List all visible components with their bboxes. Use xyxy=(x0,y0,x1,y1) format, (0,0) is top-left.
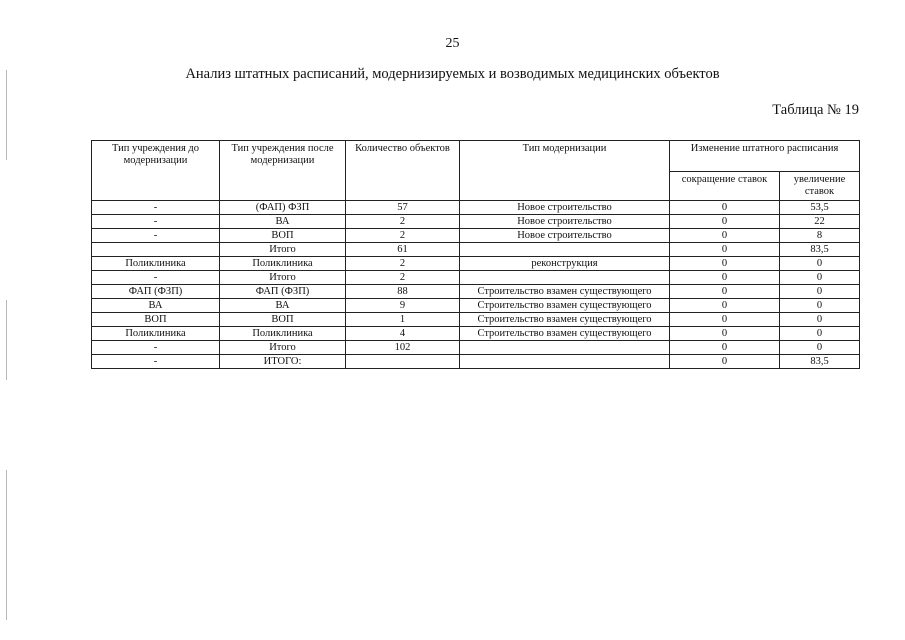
scan-edge-mark xyxy=(6,300,7,380)
cell-reduction: 0 xyxy=(670,341,780,355)
cell-modernization-type: Строительство взамен существующего xyxy=(460,285,670,299)
table-body xyxy=(92,201,860,369)
table-row xyxy=(92,285,860,299)
header-reduction: сокращение ставок xyxy=(670,172,780,201)
table-header-row xyxy=(92,141,860,172)
header-staff-change: Изменение штатного расписания xyxy=(670,141,860,172)
cell-modernization-type: Новое строительство xyxy=(460,201,670,215)
cell-count: 61 xyxy=(346,243,460,257)
cell-count: 4 xyxy=(346,327,460,341)
cell-type-before: - xyxy=(92,215,220,229)
cell-type-after: Итого xyxy=(220,271,346,285)
cell-modernization-type: Новое строительство xyxy=(460,215,670,229)
header-increase: увеличение ставок xyxy=(780,172,860,201)
cell-reduction: 0 xyxy=(670,229,780,243)
scan-edge-mark xyxy=(6,470,7,620)
table-row xyxy=(92,313,860,327)
cell-type-after: ИТОГО: xyxy=(220,355,346,369)
cell-type-after: Поликлиника xyxy=(220,327,346,341)
table-row xyxy=(92,229,860,243)
cell-type-before xyxy=(92,243,220,257)
cell-type-before: - xyxy=(92,201,220,215)
cell-modernization-type: Строительство взамен существующего xyxy=(460,327,670,341)
cell-increase: 0 xyxy=(780,313,860,327)
cell-modernization-type: Строительство взамен существующего xyxy=(460,313,670,327)
header-modernization-type: Тип модернизации xyxy=(460,141,670,201)
cell-type-after: Итого xyxy=(220,341,346,355)
cell-modernization-type xyxy=(460,355,670,369)
cell-increase: 83,5 xyxy=(780,355,860,369)
cell-type-after: Поликлиника xyxy=(220,257,346,271)
cell-type-before: - xyxy=(92,341,220,355)
cell-type-before: - xyxy=(92,271,220,285)
cell-count: 2 xyxy=(346,215,460,229)
cell-modernization-type xyxy=(460,243,670,257)
scan-edge-mark xyxy=(6,70,7,160)
cell-reduction: 0 xyxy=(670,257,780,271)
table-row xyxy=(92,215,860,229)
cell-count: 57 xyxy=(346,201,460,215)
cell-reduction: 0 xyxy=(670,215,780,229)
cell-increase: 22 xyxy=(780,215,860,229)
cell-reduction: 0 xyxy=(670,327,780,341)
cell-type-before: Поликлиника xyxy=(92,257,220,271)
table-row xyxy=(92,271,860,285)
table-row xyxy=(92,341,860,355)
cell-reduction: 0 xyxy=(670,201,780,215)
cell-count: 2 xyxy=(346,229,460,243)
cell-reduction: 0 xyxy=(670,355,780,369)
cell-count: 2 xyxy=(346,257,460,271)
cell-increase: 0 xyxy=(780,299,860,313)
cell-count: 102 xyxy=(346,341,460,355)
table-row xyxy=(92,299,860,313)
cell-type-before: - xyxy=(92,229,220,243)
document-title: Анализ штатных расписаний, модернизируемых и возводимых медицинских объектов xyxy=(185,66,720,82)
cell-type-after: Итого xyxy=(220,243,346,257)
table-label: Таблица № 19 xyxy=(772,102,859,118)
header-count: Количество объектов xyxy=(346,141,460,201)
cell-type-before: ФАП (ФЗП) xyxy=(92,285,220,299)
header-type-after: Тип учреждения после модернизации xyxy=(220,141,346,201)
cell-increase: 0 xyxy=(780,257,860,271)
cell-count xyxy=(346,355,460,369)
cell-type-before: ВОП xyxy=(92,313,220,327)
cell-increase: 0 xyxy=(780,271,860,285)
cell-type-after: (ФАП) ФЗП xyxy=(220,201,346,215)
header-type-before: Тип учреждения до модернизации xyxy=(92,141,220,201)
cell-modernization-type: Новое строительство xyxy=(460,229,670,243)
cell-type-after: ФАП (ФЗП) xyxy=(220,285,346,299)
staffing-table xyxy=(91,140,860,369)
cell-modernization-type xyxy=(460,271,670,285)
cell-increase: 8 xyxy=(780,229,860,243)
cell-modernization-type: реконструкция xyxy=(460,257,670,271)
table-row xyxy=(92,243,860,257)
cell-reduction: 0 xyxy=(670,243,780,257)
cell-count: 9 xyxy=(346,299,460,313)
cell-increase: 0 xyxy=(780,285,860,299)
table-row xyxy=(92,257,860,271)
cell-type-after: ВОП xyxy=(220,313,346,327)
cell-modernization-type xyxy=(460,341,670,355)
cell-reduction: 0 xyxy=(670,285,780,299)
cell-type-before: ВА xyxy=(92,299,220,313)
table-row xyxy=(92,201,860,215)
cell-type-before: Поликлиника xyxy=(92,327,220,341)
page-number: 25 xyxy=(445,36,460,51)
cell-increase: 83,5 xyxy=(780,243,860,257)
cell-increase: 0 xyxy=(780,327,860,341)
cell-increase: 0 xyxy=(780,341,860,355)
cell-reduction: 0 xyxy=(670,313,780,327)
cell-modernization-type: Строительство взамен существующего xyxy=(460,299,670,313)
cell-type-after: ВА xyxy=(220,215,346,229)
cell-count: 88 xyxy=(346,285,460,299)
cell-increase: 53,5 xyxy=(780,201,860,215)
cell-reduction: 0 xyxy=(670,271,780,285)
cell-type-after: ВОП xyxy=(220,229,346,243)
table-row xyxy=(92,355,860,369)
table-row xyxy=(92,327,860,341)
cell-type-after: ВА xyxy=(220,299,346,313)
cell-count: 1 xyxy=(346,313,460,327)
cell-reduction: 0 xyxy=(670,299,780,313)
cell-type-before: - xyxy=(92,355,220,369)
cell-count: 2 xyxy=(346,271,460,285)
